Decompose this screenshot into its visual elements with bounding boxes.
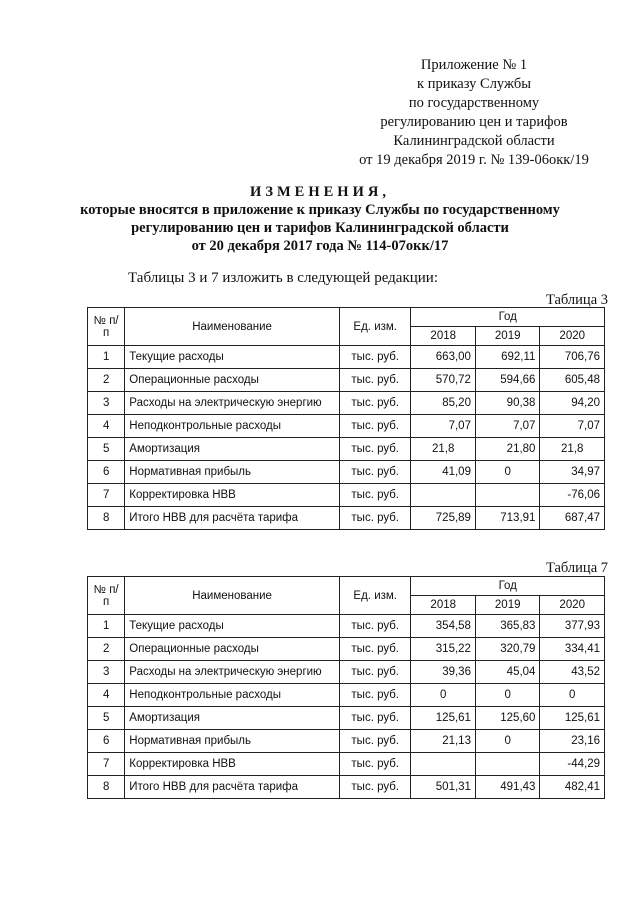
row-name: Неподконтрольные расходы <box>125 415 340 438</box>
row-value-2019: 90,38 <box>475 392 539 415</box>
intro-text: Таблицы 3 и 7 изложить в следующей редакции: <box>128 270 438 286</box>
row-value-2020: 21,8 <box>540 438 605 461</box>
row-name: Нормативная прибыль <box>125 730 340 753</box>
document-title <box>0 183 640 255</box>
row-num: 6 <box>88 730 125 753</box>
title-line: регулированию цен и тарифов Калининградской области <box>131 220 509 236</box>
header-unit: Ед. изм. <box>339 577 411 615</box>
row-value-2020: -76,06 <box>540 484 605 507</box>
row-value-2019: 365,83 <box>475 615 539 638</box>
row-value-2020: 706,76 <box>540 346 605 369</box>
row-value-2018: 125,61 <box>411 707 475 730</box>
row-name: Амортизация <box>125 438 340 461</box>
row-value-2020: 334,41 <box>540 638 605 661</box>
row-unit: тыс. руб. <box>339 684 411 707</box>
title-line: от 20 декабря 2017 года № 114-07окк/17 <box>191 238 449 254</box>
row-value-2020: 482,41 <box>540 776 605 799</box>
row-value-2020: 23,16 <box>540 730 605 753</box>
row-unit: тыс. руб. <box>339 438 411 461</box>
row-name: Корректировка НВВ <box>125 753 340 776</box>
row-value-2018: 39,36 <box>411 661 475 684</box>
row-num: 8 <box>88 507 125 530</box>
table-row <box>88 507 605 530</box>
table-row <box>88 753 605 776</box>
row-value-2018: 85,20 <box>411 392 475 415</box>
row-value-2018: 0 <box>411 684 475 707</box>
row-value-2018: 570,72 <box>411 369 475 392</box>
row-name: Итого НВВ для расчёта тарифа <box>125 507 340 530</box>
row-unit: тыс. руб. <box>339 776 411 799</box>
table-row <box>88 730 605 753</box>
row-num: 2 <box>88 638 125 661</box>
appendix-block <box>344 56 604 170</box>
data-table <box>87 576 605 799</box>
row-num: 2 <box>88 369 125 392</box>
row-value-2019: 0 <box>475 730 539 753</box>
row-num: 7 <box>88 484 125 507</box>
header-year-2020: 2020 <box>540 596 605 615</box>
row-unit: тыс. руб. <box>339 461 411 484</box>
row-unit: тыс. руб. <box>339 484 411 507</box>
row-value-2019 <box>475 753 539 776</box>
header-num: № п/п <box>88 577 125 615</box>
row-value-2018 <box>411 753 475 776</box>
row-value-2020: 34,97 <box>540 461 605 484</box>
table-row <box>88 661 605 684</box>
row-value-2020: 43,52 <box>540 661 605 684</box>
row-num: 4 <box>88 684 125 707</box>
row-value-2020: 605,48 <box>540 369 605 392</box>
row-unit: тыс. руб. <box>339 615 411 638</box>
row-value-2020: -44,29 <box>540 753 605 776</box>
row-value-2019: 0 <box>475 461 539 484</box>
row-name: Неподконтрольные расходы <box>125 684 340 707</box>
row-value-2018: 354,58 <box>411 615 475 638</box>
appendix-line: Калининградской области <box>393 133 555 149</box>
row-value-2018 <box>411 484 475 507</box>
row-num: 6 <box>88 461 125 484</box>
row-value-2019: 7,07 <box>475 415 539 438</box>
table-row <box>88 346 605 369</box>
row-unit: тыс. руб. <box>339 707 411 730</box>
row-name: Операционные расходы <box>125 369 340 392</box>
appendix-line: Приложение № 1 <box>420 57 528 73</box>
row-unit: тыс. руб. <box>339 638 411 661</box>
row-unit: тыс. руб. <box>339 753 411 776</box>
row-num: 5 <box>88 438 125 461</box>
row-num: 8 <box>88 776 125 799</box>
table-caption: Таблица 7 <box>545 560 608 576</box>
row-value-2018: 315,22 <box>411 638 475 661</box>
row-unit: тыс. руб. <box>339 661 411 684</box>
table-row <box>88 684 605 707</box>
appendix-line: по государственному <box>408 95 540 111</box>
row-value-2019: 491,43 <box>475 776 539 799</box>
table-row <box>88 415 605 438</box>
header-year-2018: 2018 <box>411 327 475 346</box>
table-row <box>88 369 605 392</box>
header-year: Год <box>411 577 605 596</box>
row-name: Расходы на электрическую энергию <box>125 661 340 684</box>
row-num: 7 <box>88 753 125 776</box>
row-name: Корректировка НВВ <box>125 484 340 507</box>
header-num: № п/п <box>88 308 125 346</box>
table-row <box>88 776 605 799</box>
row-num: 3 <box>88 392 125 415</box>
data-table <box>87 307 605 530</box>
header-year-2019: 2019 <box>475 596 539 615</box>
row-num: 1 <box>88 615 125 638</box>
row-value-2019: 594,66 <box>475 369 539 392</box>
row-name: Нормативная прибыль <box>125 461 340 484</box>
row-name: Текущие расходы <box>125 346 340 369</box>
row-value-2019 <box>475 484 539 507</box>
row-name: Текущие расходы <box>125 615 340 638</box>
row-value-2020: 377,93 <box>540 615 605 638</box>
table-row <box>88 438 605 461</box>
row-value-2019: 125,60 <box>475 707 539 730</box>
row-value-2020: 0 <box>540 684 605 707</box>
row-num: 3 <box>88 661 125 684</box>
appendix-line: от 19 декабря 2019 г. № 139-06окк/19 <box>359 152 589 168</box>
table-row <box>88 638 605 661</box>
row-value-2018: 7,07 <box>411 415 475 438</box>
row-value-2018: 21,8 <box>411 438 475 461</box>
row-num: 4 <box>88 415 125 438</box>
row-name: Расходы на электрическую энергию <box>125 392 340 415</box>
row-unit: тыс. руб. <box>339 415 411 438</box>
header-unit: Ед. изм. <box>339 308 411 346</box>
row-value-2018: 21,13 <box>411 730 475 753</box>
row-value-2018: 501,31 <box>411 776 475 799</box>
appendix-line: регулированию цен и тарифов <box>380 114 568 130</box>
row-name: Амортизация <box>125 707 340 730</box>
appendix-line: к приказу Службы <box>417 76 531 92</box>
table-row <box>88 707 605 730</box>
row-num: 1 <box>88 346 125 369</box>
row-value-2019: 21,80 <box>475 438 539 461</box>
row-unit: тыс. руб. <box>339 392 411 415</box>
row-value-2018: 725,89 <box>411 507 475 530</box>
row-value-2019: 0 <box>475 684 539 707</box>
row-name: Итого НВВ для расчёта тарифа <box>125 776 340 799</box>
table-row <box>88 461 605 484</box>
header-year-2020: 2020 <box>540 327 605 346</box>
row-value-2019: 692,11 <box>475 346 539 369</box>
row-value-2020: 687,47 <box>540 507 605 530</box>
row-value-2020: 125,61 <box>540 707 605 730</box>
header-year-2018: 2018 <box>411 596 475 615</box>
header-year: Год <box>411 308 605 327</box>
table-row <box>88 484 605 507</box>
title-line: которые вносятся в приложение к приказу Службы по государственному <box>80 202 560 218</box>
title-heading: ИЗМЕНЕНИЯ, <box>250 184 390 200</box>
header-name: Наименование <box>125 577 340 615</box>
row-num: 5 <box>88 707 125 730</box>
row-value-2020: 7,07 <box>540 415 605 438</box>
row-unit: тыс. руб. <box>339 507 411 530</box>
row-value-2018: 663,00 <box>411 346 475 369</box>
row-value-2019: 320,79 <box>475 638 539 661</box>
row-value-2019: 45,04 <box>475 661 539 684</box>
header-name: Наименование <box>125 308 340 346</box>
table-caption: Таблица 3 <box>545 292 608 308</box>
header-year-2019: 2019 <box>475 327 539 346</box>
row-name: Операционные расходы <box>125 638 340 661</box>
table-row <box>88 392 605 415</box>
row-value-2020: 94,20 <box>540 392 605 415</box>
row-value-2018: 41,09 <box>411 461 475 484</box>
row-value-2019: 713,91 <box>475 507 539 530</box>
table-row <box>88 615 605 638</box>
row-unit: тыс. руб. <box>339 369 411 392</box>
row-unit: тыс. руб. <box>339 730 411 753</box>
row-unit: тыс. руб. <box>339 346 411 369</box>
